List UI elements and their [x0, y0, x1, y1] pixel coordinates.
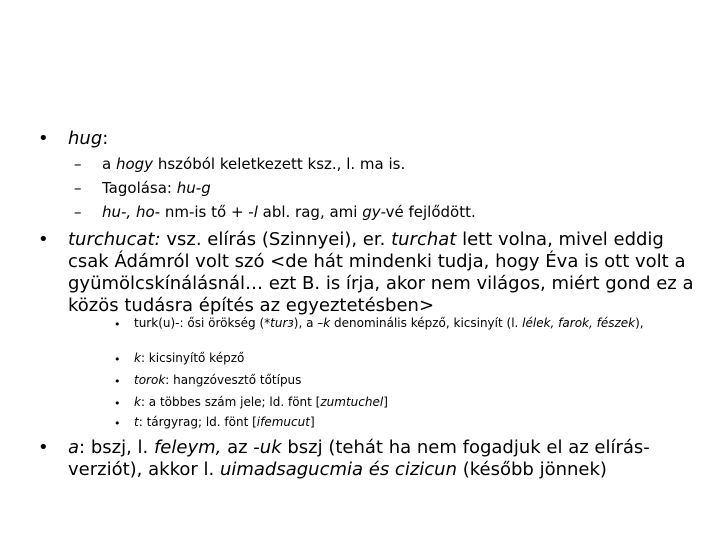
text: bszj (tehát ha nem fogadjuk el az elírás-verziót), akkor l. — [68, 437, 650, 480]
italic-term: lélek, farok, fészek — [522, 316, 636, 330]
sub-item — [102, 202, 692, 222]
sub-item-turk — [134, 315, 699, 332]
text: : hangzóvesztő tőtípus — [165, 373, 302, 387]
dash: – — [74, 179, 82, 197]
small-bullet: • — [114, 318, 121, 331]
small-bullet: • — [114, 417, 121, 430]
text: -vé fejlődött. — [380, 203, 476, 221]
term-turchucat: turchucat: — [68, 229, 161, 250]
text: : bszj, l. — [79, 437, 154, 458]
item-a — [68, 437, 698, 481]
italic-term: uimadsagucmia és cizicun — [219, 459, 457, 480]
text: : kicsinyítő képző — [140, 351, 245, 365]
text: turk(u)- — [134, 316, 180, 330]
italic-term: turз — [270, 316, 294, 330]
italic-term: zumtuchel — [320, 395, 384, 409]
sub-item — [102, 154, 692, 174]
italic-term: k — [134, 395, 141, 409]
italic-term: feleym, — [153, 437, 222, 458]
bullet: • — [38, 229, 49, 250]
italic-term: k — [134, 351, 141, 365]
text: abl. rag, ami — [257, 203, 363, 221]
italic-term: hogy — [115, 155, 154, 173]
dash: – — [74, 155, 82, 173]
dash: – — [74, 203, 82, 221]
text: : tárgyrag; ld. fönt [ — [138, 415, 257, 429]
small-bullet: • — [114, 375, 121, 388]
text: Tagolása: — [102, 179, 177, 197]
sub-item — [102, 178, 692, 198]
italic-term: gy — [362, 203, 381, 221]
text: nm-is tő + - — [160, 203, 254, 221]
sub-item-k — [134, 350, 699, 367]
italic-term: hu-, ho- — [102, 203, 161, 221]
italic-term: hu-g — [176, 179, 211, 197]
sub-item-k-plural — [134, 394, 699, 411]
bullet: • — [38, 437, 49, 458]
text: ), a – — [293, 316, 324, 330]
text: az - — [221, 437, 260, 458]
italic-term: uk — [259, 437, 282, 458]
text: ] — [309, 415, 315, 429]
italic-term: ifemucut — [256, 415, 310, 429]
term-turchat: turchat — [391, 229, 457, 250]
term-a: a — [68, 437, 80, 458]
text: vsz. elírás (Szinnyei), er. — [160, 229, 392, 250]
italic-term: l — [253, 203, 258, 221]
sub-item-t — [134, 414, 699, 431]
text: : ősi örökség (* — [179, 316, 271, 330]
text: a — [102, 155, 116, 173]
small-bullet: • — [114, 353, 121, 366]
italic-term: k — [323, 316, 331, 330]
italic-term: t — [134, 415, 139, 429]
text: ] — [383, 395, 388, 409]
text: : — [102, 128, 109, 149]
sub-item-torok — [134, 372, 699, 389]
italic-term: torok — [134, 373, 166, 387]
text: denominális képző, kicsinyít (l. — [330, 316, 523, 330]
text: : a többes szám jele; ld. fönt [ — [140, 395, 321, 409]
term-hug: hug — [68, 128, 103, 149]
text: (később jönnek) — [457, 459, 607, 480]
bullet: • — [38, 128, 49, 149]
item-turchucat — [68, 229, 698, 317]
text: ), — [635, 316, 644, 330]
text: hszóból keletkezett ksz., l. ma is. — [153, 155, 406, 173]
small-bullet: • — [114, 397, 121, 410]
item-hug — [68, 128, 698, 150]
text: lett volna, mivel eddig csak Ádámról volt szó <de hát mindenki tudja, hogy Éva is ott volt a gyümölcskínálásnál… ezt B. is írja, akor nem világos, miért gond ez a közös tudásra építés az egyeztetésben> — [68, 229, 694, 316]
